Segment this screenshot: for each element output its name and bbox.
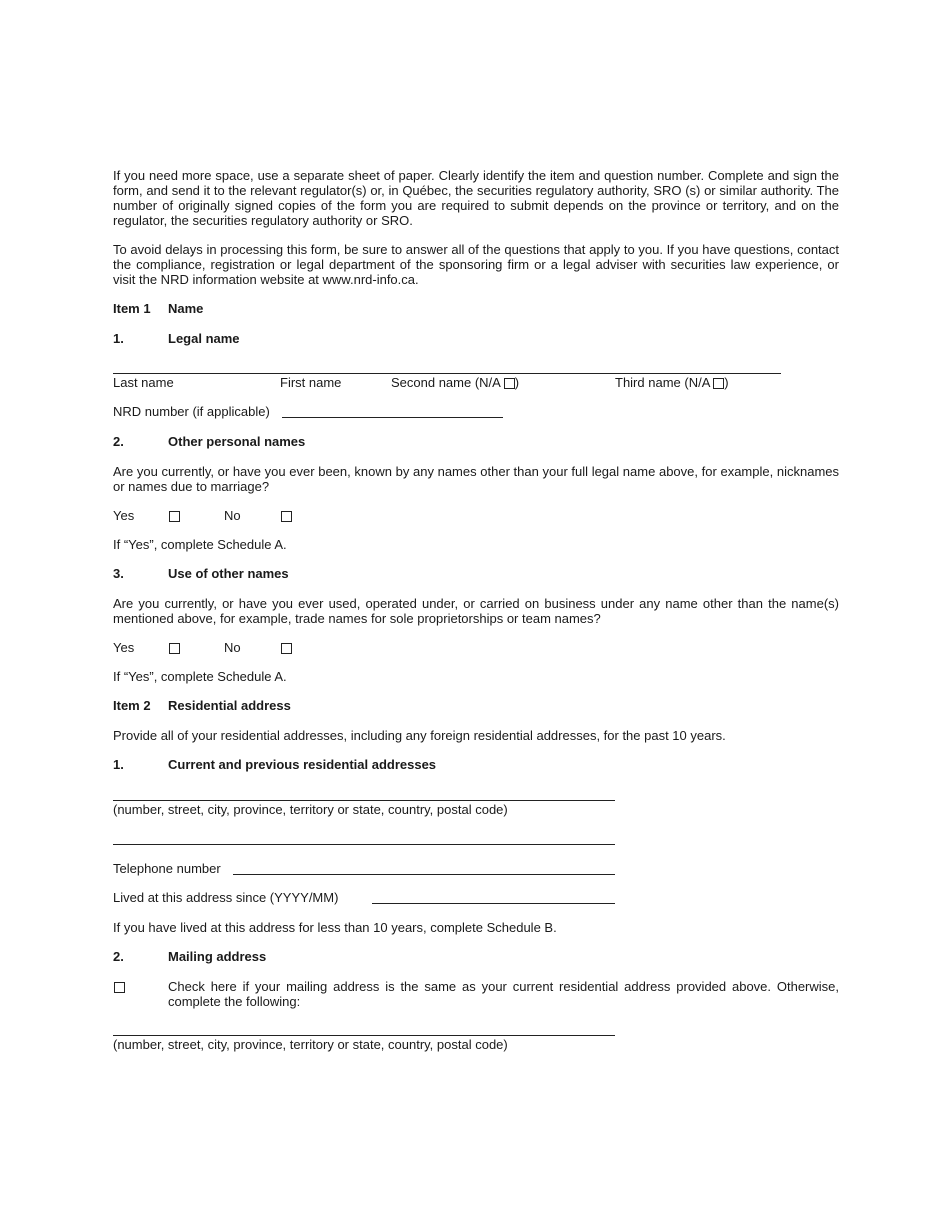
q3-no-checkbox-wrap xyxy=(281,640,292,655)
q2-no-label: No xyxy=(224,508,241,523)
q2-no-checkbox[interactable] xyxy=(281,511,292,522)
schedule-b-note: If you have lived at this address for less than 10 years, complete Schedule B. xyxy=(113,920,557,935)
use-of-other-names-heading: Use of other names xyxy=(168,566,289,581)
legal-name-heading: Legal name xyxy=(168,331,240,346)
nrd-number-label: NRD number (if applicable) xyxy=(113,404,270,419)
first-name-label: First name xyxy=(280,375,342,390)
q1-number: 1. xyxy=(113,331,124,346)
last-name-label: Last name xyxy=(113,375,174,390)
item2-q1-number: 1. xyxy=(113,757,124,772)
q3-yes-checkbox[interactable] xyxy=(169,643,180,654)
q2-yes-checkbox-wrap xyxy=(169,508,180,523)
lived-since-label: Lived at this address since (YYYY/MM) xyxy=(113,890,339,905)
use-of-other-names-question: Are you currently, or have you ever used, operated under, or carried on business under any name other than the name(s) mentioned above, for example, trade names for sole proprietorships or team names? xyxy=(113,596,839,626)
q3-no-checkbox[interactable] xyxy=(281,643,292,654)
mailing-same-text: Check here if your mailing address is the same as your current residential address provided above. Otherwise, complete the following: xyxy=(168,979,839,1009)
second-name-label: Second name (N/A ) xyxy=(391,375,520,390)
residential-addresses-heading: Current and previous residential addresses xyxy=(168,757,437,772)
q2-number: 2. xyxy=(113,434,124,449)
other-personal-names-heading: Other personal names xyxy=(168,434,306,449)
q3-number: 3. xyxy=(113,566,124,581)
q3-yes-label: Yes xyxy=(113,640,135,655)
legal-name-line[interactable] xyxy=(113,373,781,374)
q3-yes-checkbox-wrap xyxy=(169,640,180,655)
q2-yes-label: Yes xyxy=(113,508,135,523)
mailing-address-line[interactable] xyxy=(113,1035,615,1036)
intro-paragraph-2: To avoid delays in processing this form, be sure to answer all of the questions that apply to you. If you have questions, contact the compliance, registration or legal department of the sponsoring firm or a legal adviser with securities law experience, or visit the NRD information website at www.nrd-info.ca. xyxy=(113,242,839,287)
item2-q2-number: 2. xyxy=(113,949,124,964)
q3-note: If “Yes”, complete Schedule A. xyxy=(113,669,287,684)
residential-address-line-2[interactable] xyxy=(113,844,615,845)
q2-note: If “Yes”, complete Schedule A. xyxy=(113,537,287,552)
q2-yes-checkbox[interactable] xyxy=(169,511,180,522)
mailing-same-checkbox[interactable] xyxy=(114,982,125,993)
second-name-na-checkbox[interactable] xyxy=(504,378,515,389)
other-personal-names-question: Are you currently, or have you ever been, known by any names other than your full legal name above, for example, nicknames or names due to marriage? xyxy=(113,464,839,494)
third-name-na-checkbox[interactable] xyxy=(713,378,724,389)
item2-label: Item 2 xyxy=(113,698,151,713)
residential-address-caption: (number, street, city, province, territory or state, country, postal code) xyxy=(113,802,508,817)
item2-title: Residential address xyxy=(168,698,291,713)
mailing-same-checkbox-wrap xyxy=(114,979,125,994)
item1-title: Name xyxy=(168,301,204,316)
q3-no-label: No xyxy=(224,640,241,655)
lived-since-line[interactable] xyxy=(372,903,615,904)
item2-intro: Provide all of your residential addresses, including any foreign residential addresses, for the past 10 years. xyxy=(113,728,726,743)
item1-label: Item 1 xyxy=(113,301,151,316)
third-name-label: Third name (N/A ) xyxy=(615,375,729,390)
mailing-address-heading: Mailing address xyxy=(168,949,267,964)
mailing-address-caption: (number, street, city, province, territory or state, country, postal code) xyxy=(113,1037,508,1052)
telephone-line[interactable] xyxy=(233,874,615,875)
residential-address-line[interactable] xyxy=(113,800,615,801)
telephone-label: Telephone number xyxy=(113,861,221,876)
q2-no-checkbox-wrap xyxy=(281,508,292,523)
nrd-number-line[interactable] xyxy=(282,417,503,418)
intro-paragraph-1: If you need more space, use a separate sheet of paper. Clearly identify the item and question number. Complete and sign the form, and send it to the relevant regulator(s) or, in Québec, the securities regulatory authority, SRO (s) or similar authority. The number of originally signed copies of the form you are required to submit depends on the province or territory, and on the regulator, the securities regulatory authority or SRO. xyxy=(113,168,839,228)
